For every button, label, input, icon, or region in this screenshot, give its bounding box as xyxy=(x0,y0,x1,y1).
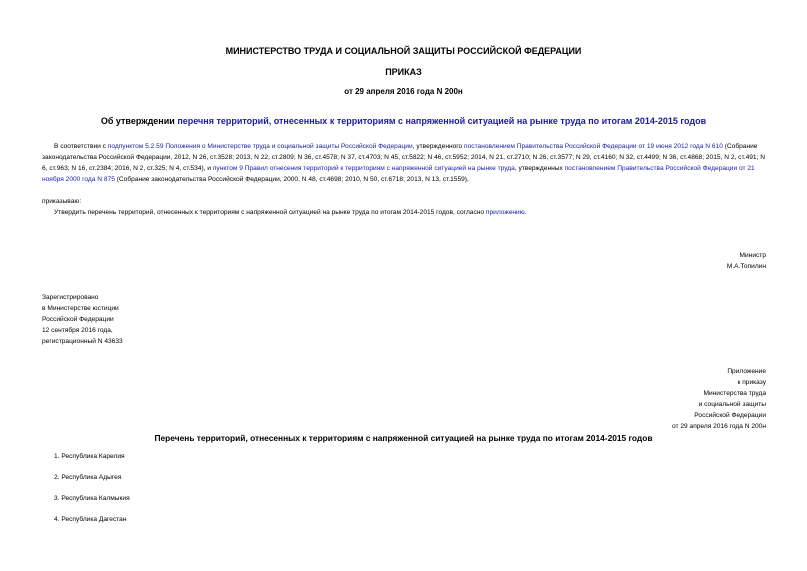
approve-text: Утвердить перечень территорий, отнесенных к территориям с напряженной ситуацией на рынке труда по итогам 2014-2015 годов, согласно xyxy=(54,209,486,216)
appendix-line: и социальной защиты xyxy=(698,401,766,408)
list-item: 3. Республика Калмыкия xyxy=(54,495,130,502)
preamble-link-2[interactable]: постановлением Правительства Российской Федерации от 19 июня 2012 года N 610 xyxy=(464,143,723,150)
preamble-text-3: (Собрание законодательства Российской Федерации, 2012, N 26, ст.3528; 2013, N 22, ст.2809; N 36, ст.4578; N 37, ст.4703; N 45, ст.5822; N 46, ст.5952; 2014, N 21, ст.2710; N 26, ст.3577; N 29, ст.4160; N 32, ст.4499; N 36, ст.4868; 2015, N 2, ст.491; N 6, ст.963; N 16, ст.2384; 2016, N 2, ст.325; N 4, ст.534), и xyxy=(42,143,765,172)
registration-line: Зарегистрировано xyxy=(42,294,99,301)
preamble-text-4: , утвержденных xyxy=(514,165,565,172)
appendix-link[interactable]: приложению xyxy=(485,209,525,216)
ministry-heading: МИНИСТЕРСТВО ТРУДА И СОЦИАЛЬНОЙ ЗАЩИТЫ РОССИЙСКОЙ ФЕДЕРАЦИИ xyxy=(225,46,582,56)
preamble-text-5: (Собрание законодательства Российской Федерации, 2000, N 48, ст.4698; 2010, N 50, ст.6718; 2013, N 13, ст.1559), xyxy=(114,176,469,183)
list-item: 1. Республика Карелия xyxy=(54,453,125,460)
appendix-line: от 29 апреля 2016 года N 200н xyxy=(671,423,766,430)
document-title xyxy=(0,116,807,126)
appendix-line: Российской Федерации xyxy=(694,412,766,419)
orders-line: приказываю: xyxy=(42,198,82,205)
registration-line: 12 сентября 2016 года, xyxy=(42,327,113,334)
registration-line: регистрационный N 43633 xyxy=(42,338,123,345)
appendix-line: к приказу xyxy=(737,379,766,386)
list-item: 4. Республика Дагестан xyxy=(54,516,127,523)
preamble-link-1[interactable]: подпунктом 5.2.59 Положения о Министерстве труда и социальной защиты Российской Федерации xyxy=(107,143,413,150)
approve-paragraph xyxy=(54,209,527,216)
signature-position: Министр xyxy=(739,252,766,259)
appendix-line: Министерства труда xyxy=(703,390,766,397)
approve-end: . xyxy=(524,209,527,216)
document-date-number: от 29 апреля 2016 года N 200н xyxy=(344,87,463,96)
registration-line: Российской Федерации xyxy=(42,316,114,323)
signature-block xyxy=(727,250,766,272)
signature-name: М.А.Топилин xyxy=(726,263,766,270)
preamble-text-2: , утвержденного xyxy=(412,143,465,150)
preamble-link-4[interactable]: постановлением Правительства Российской Федерации от 21 ноября 2000 года N 875 xyxy=(42,165,755,183)
list-item: 2. Республика Адыгея xyxy=(54,474,122,481)
registration-line: в Министерстве юстиции xyxy=(42,305,119,312)
preamble-link-3[interactable]: пунктом 9 Правил отнесения территорий к территориям с напряженной ситуацией на рынке труда xyxy=(212,165,515,172)
preamble-text-1: В соответствии с xyxy=(54,143,108,150)
title-prefix: Об утверждении xyxy=(100,116,178,126)
document-type: ПРИКАЗ xyxy=(385,67,422,77)
territory-list-title: Перечень территорий, отнесенных к территориям с напряженной ситуацией на рынке труда по итогам 2014-2015 годов xyxy=(154,433,653,443)
title-link[interactable]: перечня территорий, отнесенных к территориям с напряженной ситуацией на рынке труда по итогам 2014-2015 годов xyxy=(177,116,707,126)
registration-block xyxy=(42,292,123,347)
preamble-paragraph xyxy=(42,141,766,185)
appendix-header xyxy=(672,366,766,432)
appendix-line: Приложение xyxy=(727,368,766,375)
